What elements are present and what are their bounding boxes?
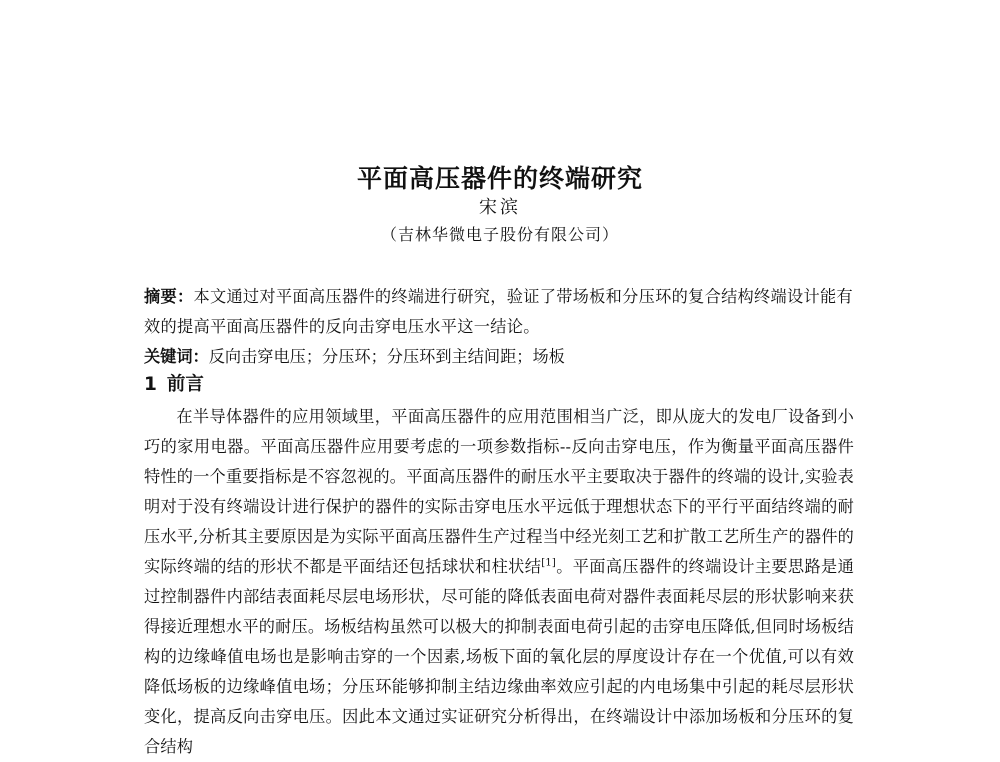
abstract-text: 本文通过对平面高压器件的终端进行研究，验证了带场板和分压环的复合结构终端设计能有效的提高平面高压器件的反向击穿电压水平这一结论。: [144, 287, 853, 336]
author-affiliation: （吉林华微电子股份有限公司）: [380, 225, 619, 244]
section-number: 1: [144, 374, 157, 395]
author-name: 宋滨: [479, 197, 521, 218]
section-heading-introduction: [144, 370, 204, 396]
keywords: [144, 344, 854, 370]
abstract: [144, 282, 854, 342]
abstract-label: 摘要：: [144, 287, 194, 306]
paper-title: 平面高压器件的终端研究: [356, 163, 643, 193]
section-title: 前言: [166, 374, 204, 395]
citation-reference[interactable]: [1]: [541, 557, 557, 569]
keywords-label: 关键词：: [144, 347, 209, 366]
keywords-text: 反向击穿电压；分压环；分压环到主结间距；场板: [208, 347, 565, 366]
body-text-part1: 在半导体器件的应用领域里，平面高压器件的应用范围相当广泛，即从庞大的发电厂设备到小巧的家用电器。平面高压器件应用要考虑的一项参数指标--反向击穿电压，作为衡量平面高压器件特性的一个重要指标是不容忽视的。平面高压器件的耐压水平主要取决于器件的终端的设计,实验表明对于没有终端设计进行保护的器件的实际击穿电压水平远低于理想状态下的平行平面结终端的耐压水平,分析其主要原因是为实际平面高压器件生产过程当中经光刻工艺和扩散工艺所生产的器件的实际终端的结的形状不都是平面结还包括球状和柱状结: [144, 407, 855, 576]
introduction-body: [144, 402, 854, 762]
body-text-part2: 。平面高压器件的终端设计主要思路是通过控制器件内部结表面耗尽层电场形状，尽可能的降低表面电荷对器件表面耗尽层的形状影响来获得接近理想水平的耐压。场板结构虽然可以极大的抑制表面电荷引起的击穿电压降低,但同时场板结构的边缘峰值电场也是影响击穿的一个因素,场板下面的氧化层的厚度设计存在一个优值,可以有效降低场板的边缘峰值电场；分压环能够抑制主结边缘曲率效应引起的内电场集中引起的耗尽层形状变化，提高反向击穿电压。因此本文通过实证研究分析得出，在终端设计中添加场板和分压环的复合结构: [144, 557, 855, 756]
